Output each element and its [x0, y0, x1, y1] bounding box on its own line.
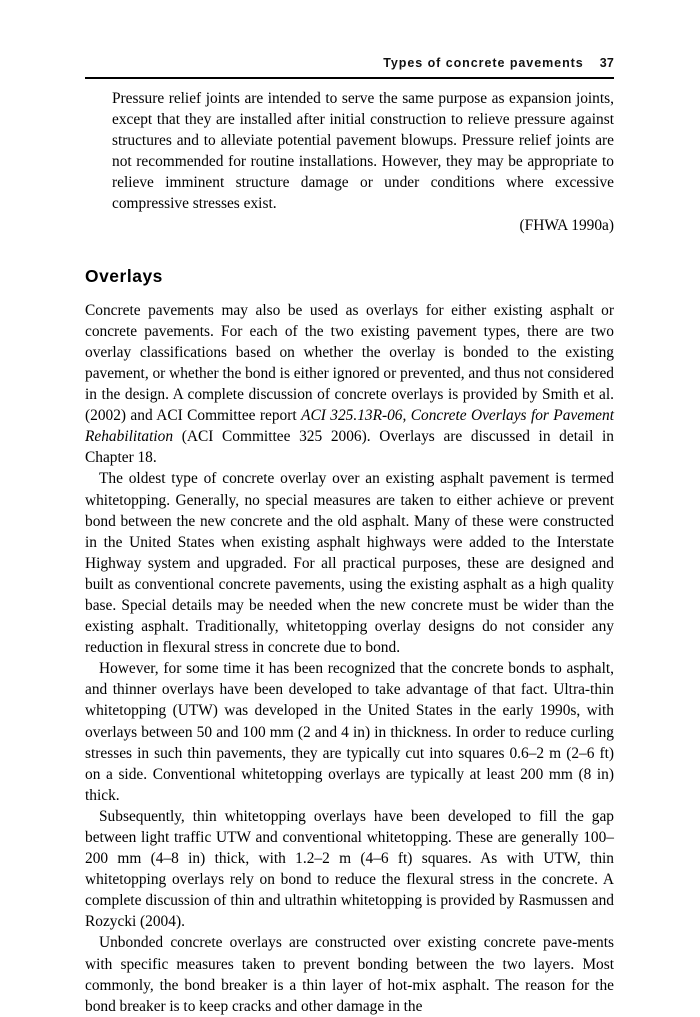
paragraph-ultra-thin-whitetopping — [85, 658, 614, 806]
text-run-roman: Unbonded concrete overlays are constructed over existing concrete pave-ments with specific measures taken to prevent bonding between the two layers. Most commonly, the bond breaker is a thin layer of hot-mix asphalt. The reason for the bond breaker is to keep cracks and other damage in the — [85, 934, 614, 1015]
running-head-title: Types of concrete pavements — [383, 56, 584, 70]
spacer-before-heading — [85, 236, 614, 266]
text-run-roman: (ACI Committee 325 2006). Overlays are discussed in detail in Chapter 18. — [85, 428, 614, 467]
text-run-italic: ACI 325.13R-06, Concrete Overlays for Pavement Rehabilitation — [85, 407, 614, 446]
text-run-roman: However, for some time it has been recognized that the concrete bonds to asphalt, and thinner overlays have been developed to take advantage of that fact. Ultra-thin whitetopping (UTW) was developed in the United States in the early 1990s, with overlays between 50 and 100 mm (2 and 4 in) in thickness. In order to reduce curling stresses in such thin pavements, they are typically cut into squares 0.6–2 m (2–6 ft) on a side. Conventional whitetopping overlays are typically at least 200 mm (8 in) thick. — [85, 660, 614, 804]
text-column — [85, 88, 614, 1017]
header-rule — [85, 77, 614, 79]
extract-source-citation: (FHWA 1990a) — [519, 216, 614, 234]
block-quote-extract — [85, 88, 614, 236]
running-head — [86, 56, 614, 70]
section-heading-overlays: Overlays — [85, 265, 163, 286]
paragraph-thin-whitetopping — [85, 806, 614, 933]
extract-text: Pressure relief joints are intended to serve the same purpose as expansion joints, except that they are installed after initial construction to relieve pressure against structures and to alleviate potential pavement blowups. Pressure relief joints are not recommended for routine installations. However, they may be appropriate to relieve imminent structure damage or under conditions where excessive compressive stresses exist. — [112, 90, 614, 213]
paragraph-unbonded-overlays — [85, 932, 614, 1016]
page-number: 37 — [599, 56, 614, 70]
text-run-roman: Concrete pavements may also be used as overlays for either existing asphalt or concrete pavements. For each of the two existing pavement types, there are two overlay classifications based on whether the overlay is bonded to the existing pavement, or whether the bond is either ignored or prevented, and thus not considered in the design. A complete discussion of concrete overlays is provided by Smith et al. (2002) and ACI Committee report — [85, 301, 614, 425]
paragraph-whitetopping — [85, 468, 614, 658]
text-run-roman: Subsequently, thin whitetopping overlays have been developed to fill the gap between light traffic UTW and conventional whitetopping. These are generally 100–200 mm (4–8 in) thick, with 1.2–2 m (4–6 ft) squares. As with UTW, thin whitetopping overlays rely on bond to reduce the flexural stress in the concrete. A complete discussion of thin and ultrathin whitetopping is provided by Rasmussen and Rozycki (2004). — [85, 807, 614, 931]
spacer-after-heading — [85, 287, 614, 300]
paragraph-overlays-intro — [85, 300, 614, 469]
text-run-roman: The oldest type of concrete overlay over an existing asphalt pavement is termed whitetopping. Generally, no special measures are taken to either achieve or prevent bond between the new concrete and the old asphalt. Many of these were constructed in the United States when existing asphalt highways were added to the Interstate Highway system and upgraded. For all practical purposes, these are designed and built as conventional concrete pavements, using the existing asphalt as a high quality base. Special details may be needed when the new concrete must be wider than the existing asphalt. Traditionally, whitetopping overlay designs do not consider any reduction in flexural stress in concrete due to bond. — [85, 470, 614, 657]
